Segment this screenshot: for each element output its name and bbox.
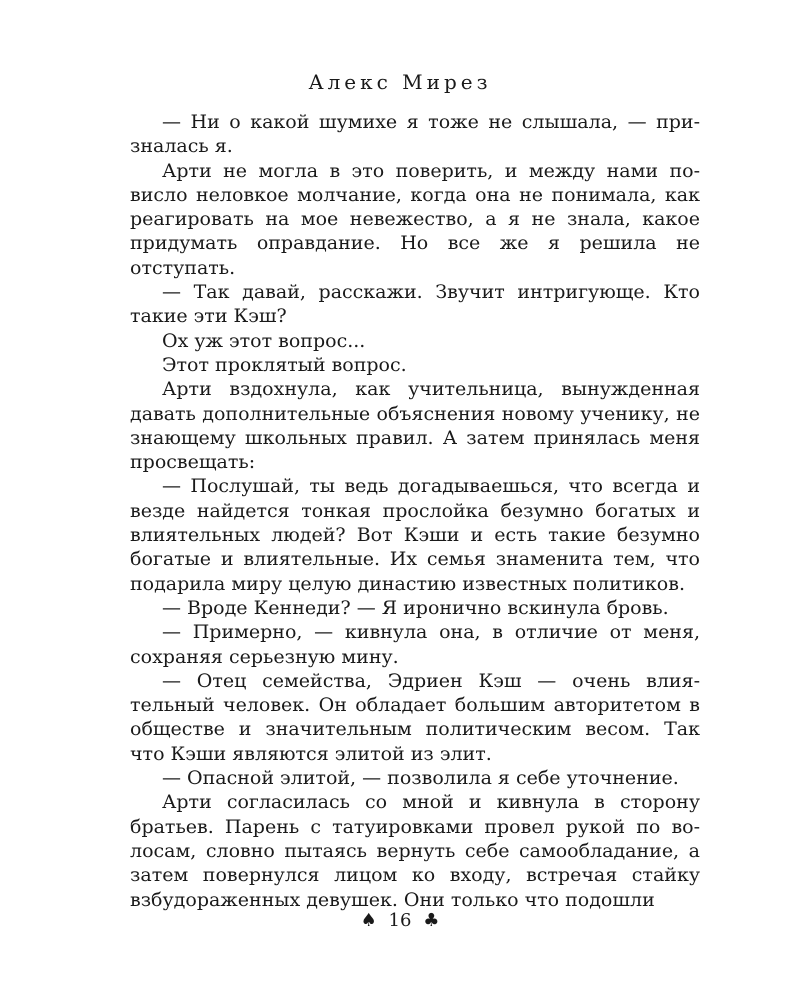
paragraph: — Вроде Кеннеди? — Я иронично вскинула бровь. xyxy=(162,596,669,619)
paragraph: Этот проклятый вопрос. xyxy=(162,353,407,376)
paragraph: — Ни о какой шумихе я тоже не слышала, — призналась я. xyxy=(130,111,700,158)
page-number: 16 xyxy=(388,910,412,931)
spade-icon: ♠ xyxy=(360,910,377,931)
paragraph: — Так давай, расскажи. Звучит интригующе. Кто такие эти Кэш? xyxy=(130,281,700,328)
club-icon: ♣ xyxy=(423,910,440,931)
paragraph: Ох уж этот вопрос... xyxy=(162,329,366,352)
page-footer xyxy=(0,910,800,931)
paragraph: Арти согласилась со мной и кивнула в сторону братьев. Парень с татуировками провел рукой по волосам, словно пытаясь вернуть себе самообладание, а затем повернулся лицом ко входу, встречая стайку взбудораженных девушек. Они только что подошли xyxy=(130,791,700,911)
body-text xyxy=(130,110,700,912)
running-header-author: Алекс Мирез xyxy=(308,70,492,94)
paragraph: — Опасной элитой, — позволила я себе уточнение. xyxy=(162,767,679,790)
paragraph: — Послушай, ты ведь догадываешься, что всегда и везде найдется тонкая прослойка безумно богатых и влиятельных людей? Вот Кэши и есть такие безумно богатые и влиятельные. Их семья знаменита тем, что подарила миру целую династию известных политиков. xyxy=(130,475,700,595)
paragraph: Арти вздохнула, как учительница, вынужденная давать дополнительные объяснения новому ученику, не знающему школьных правил. А затем принялась меня просвещать: xyxy=(130,378,700,474)
paragraph: Арти не могла в это поверить, и между нами повисло неловкое молчание, когда она не понимала, как реагировать на мое невежество, а я не знала, какое придумать оправдание. Но все же я решила не отступать. xyxy=(130,159,700,279)
paragraph: — Отец семейства, Эдриен Кэш — очень влиятельный человек. Он обладает большим авторитетом в обществе и значительным политическим весом. Так что Кэши являются элитой из элит. xyxy=(130,669,700,765)
paragraph: — Примерно, — кивнула она, в отличие от меня, сохраняя серьезную мину. xyxy=(130,621,700,668)
